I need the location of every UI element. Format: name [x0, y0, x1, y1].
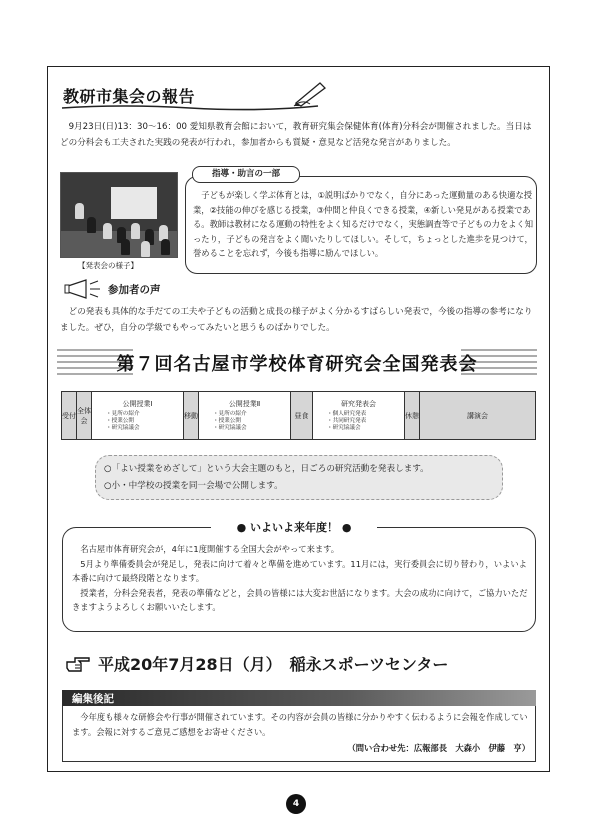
- report-intro: 9月23日(日)13：30～16：00 愛知県教育会館において，教育研究集会保健体育(体育)分科会が開催されました。当日はどの分科会も工夫された実践の発表が行われ，参加者からも質疑・意見など活発な発言がありました。: [60, 122, 532, 148]
- voice-title: 参加者の声: [108, 284, 161, 296]
- schedule-cell: 研究発表会 ・個人研究発表 ・共同研究発表 ・研究協議会: [313, 392, 405, 440]
- editor-bar: [62, 690, 536, 706]
- pencil-icon: [292, 79, 328, 107]
- schedule-cell: 全体会: [77, 392, 92, 440]
- contact-info: （問い合わせ先：広報部長 大森小 伊藤 亨）: [347, 743, 530, 753]
- next-year-text: [72, 542, 530, 615]
- goals-text: [104, 461, 500, 495]
- schedule-cell: 移動: [184, 392, 199, 440]
- schedule-cell: 受付: [62, 392, 77, 440]
- goal-item: ○「よい授業をめざして」という大会主題のもと，日ごろの研究活動を発表します。: [104, 464, 429, 474]
- event-date-venue: 平成20年7月28日（月） 稲永スポーツセンター: [98, 655, 449, 674]
- pointing-hand-icon: [65, 652, 91, 674]
- advice-text: 子どもが楽しく学ぶ体育とは，①説明ばかりでなく，自分にあった運動量のある快適な授業，②技能の伸びを感じる授業，③仲間と仲良くできる授業，④新しい発見がある授業である。教師は教材になる運動の特性をよく知るだけでなく，実態調査等で子どもの力をよく知ったり，子どもの発言をよく聞いたりしてほしい。そして，ちょっとした進歩を見つけて，誉めることを忘れず，今後も指導に励んでほしい。: [193, 190, 534, 259]
- paragraph: 名古屋市体育研究会が，4年に1度開催する全国大会がやって来ます。: [80, 544, 340, 554]
- schedule-cell: 公開授業Ⅰ ・見所の紹介 ・授業公開 ・研究協議会: [92, 392, 184, 440]
- megaphone-icon: [64, 278, 104, 300]
- schedule-cell: 講演会: [420, 392, 536, 440]
- schedule-table: [61, 391, 536, 440]
- page-number: 4: [286, 794, 306, 814]
- conference-title: 第７回名古屋市学校体育研究会全国発表会: [116, 354, 478, 375]
- voice-text: どの発表も具体的な手だての工夫や子どもの活動と成長の様子がよく分かるすばらしい発表で，今後の指導の参考になりました。ぜひ，自分の学級でもやってみたいと思うものばかりでした。: [60, 307, 533, 333]
- title-underline: [60, 102, 320, 112]
- editor-title: 編集後記: [72, 693, 114, 705]
- schedule-cell: 休憩: [405, 392, 420, 440]
- editor-text: 今年度も様々な研修会や行事が開催されています。その内容が会員の皆様に分かりやすく伝わるように会報を作成しています。会報に対するご意見ご感想をお寄せください。: [72, 712, 528, 737]
- paragraph: 5月より準備委員会が発足し，発表に向けて着々と準備を進めています。11月には，実行委員会に切り替わり，いよいよ本番に向けて最終段階となります。: [72, 558, 527, 584]
- schedule-cell: 公開授業Ⅱ ・見所の紹介 ・授業公開 ・研究協議会: [199, 392, 291, 440]
- report-title: 教研市集会の報告: [63, 87, 196, 106]
- photo-caption: 【発表会の様子】: [78, 261, 138, 270]
- paragraph: 授業者，分科会発表者，発表の準備などと，会員の皆様には大変お世話になります。大会の成功に向けて，ご協力いただきますようよろしくお願いいたします。: [72, 587, 528, 613]
- schedule-cell: 昼食: [291, 392, 313, 440]
- next-year-title: ● いよいよ来年度！ ●: [211, 519, 377, 535]
- advice-label: 指導・助言の一部: [192, 166, 300, 183]
- goal-item: ○小・中学校の授業を同一会場で公開します。: [104, 481, 283, 491]
- presentation-photo: [60, 172, 178, 258]
